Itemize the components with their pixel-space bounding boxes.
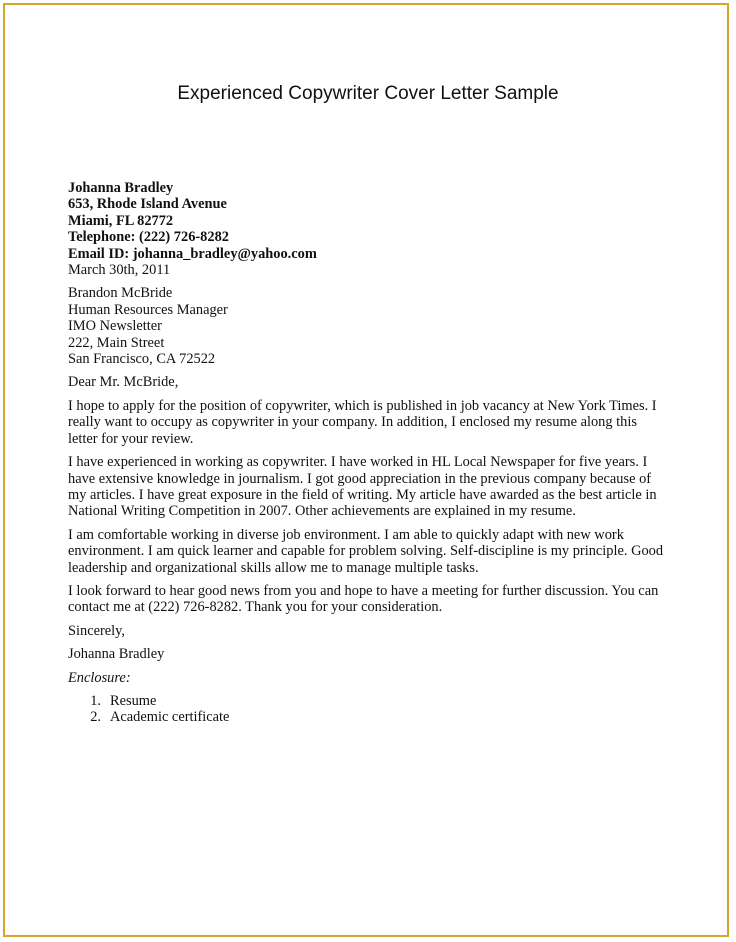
body-paragraph-2 <box>68 454 668 520</box>
paragraph-line: have extensive knowledge in journalism. I got good appreciation in the previous company because of <box>68 470 652 487</box>
paragraph-line: environment. I am quick learner and capable for problem solving. Self-discipline is my principle. Good <box>68 543 664 560</box>
letter-body <box>68 180 668 726</box>
paragraph-line: National Writing Competition in 2007. Other achievements are explained in my resume. <box>68 503 576 520</box>
recipient-city: San Francisco, CA 72522 <box>68 351 216 368</box>
document-title: Experienced Copywriter Cover Letter Sample <box>177 83 559 104</box>
paragraph-line: letter for your review. <box>68 430 194 447</box>
enclosure-list <box>68 693 668 726</box>
salutation: Dear Mr. McBride, <box>68 374 179 391</box>
signature-name: Johanna Bradley <box>68 646 165 663</box>
enclosure-label: Enclosure: <box>68 669 131 686</box>
paragraph-line: leadership and organizational skills allow me to manage multiple tasks. <box>68 559 479 576</box>
list-item-text: Academic certificate <box>110 709 230 726</box>
list-item <box>68 693 668 709</box>
body-paragraph-1 <box>68 398 668 447</box>
sender-telephone: Telephone: (222) 726-8282 <box>68 229 229 246</box>
sender-city: Miami, FL 82772 <box>68 212 174 229</box>
paragraph-line: my articles. I have great exposure in the field of writing. My article have awarded as the best article in <box>68 486 657 503</box>
paragraph-line: really want to occupy as copywriter in your company. In addition, I enclosed my resume along this <box>68 414 637 431</box>
body-paragraph-4 <box>68 583 668 616</box>
closing: Sincerely, <box>68 622 126 639</box>
paragraph-line: I hope to apply for the position of copywriter, which is published in job vacancy at New York Times. I <box>68 397 657 414</box>
list-item-number: 1. <box>90 692 101 709</box>
body-paragraph-3 <box>68 527 668 576</box>
letter-date: March 30th, 2011 <box>68 262 171 279</box>
sender-street: 653, Rhode Island Avenue <box>68 196 227 213</box>
recipient-street: 222, Main Street <box>68 334 165 351</box>
paragraph-line: I look forward to hear good news from you and hope to have a meeting for further discussion. You can <box>68 582 659 599</box>
recipient-company: IMO Newsletter <box>68 318 162 335</box>
paragraph-line: I am comfortable working in diverse job environment. I am able to quickly adapt with new work <box>68 526 624 543</box>
list-item-number: 2. <box>90 709 101 726</box>
recipient-name: Brandon McBride <box>68 285 173 302</box>
list-item-text: Resume <box>110 692 157 709</box>
recipient-block <box>68 285 668 367</box>
paragraph-line: I have experienced in working as copywriter. I have worked in HL Local Newspaper for five years. I <box>68 454 648 471</box>
paragraph-line: contact me at (222) 726-8282. Thank you for your consideration. <box>68 599 443 616</box>
recipient-title: Human Resources Manager <box>68 301 228 318</box>
sender-name: Johanna Bradley <box>68 180 174 196</box>
sender-block <box>68 180 668 262</box>
sender-email: Email ID: johanna_bradley@yahoo.com <box>68 245 317 262</box>
list-item <box>68 709 668 725</box>
